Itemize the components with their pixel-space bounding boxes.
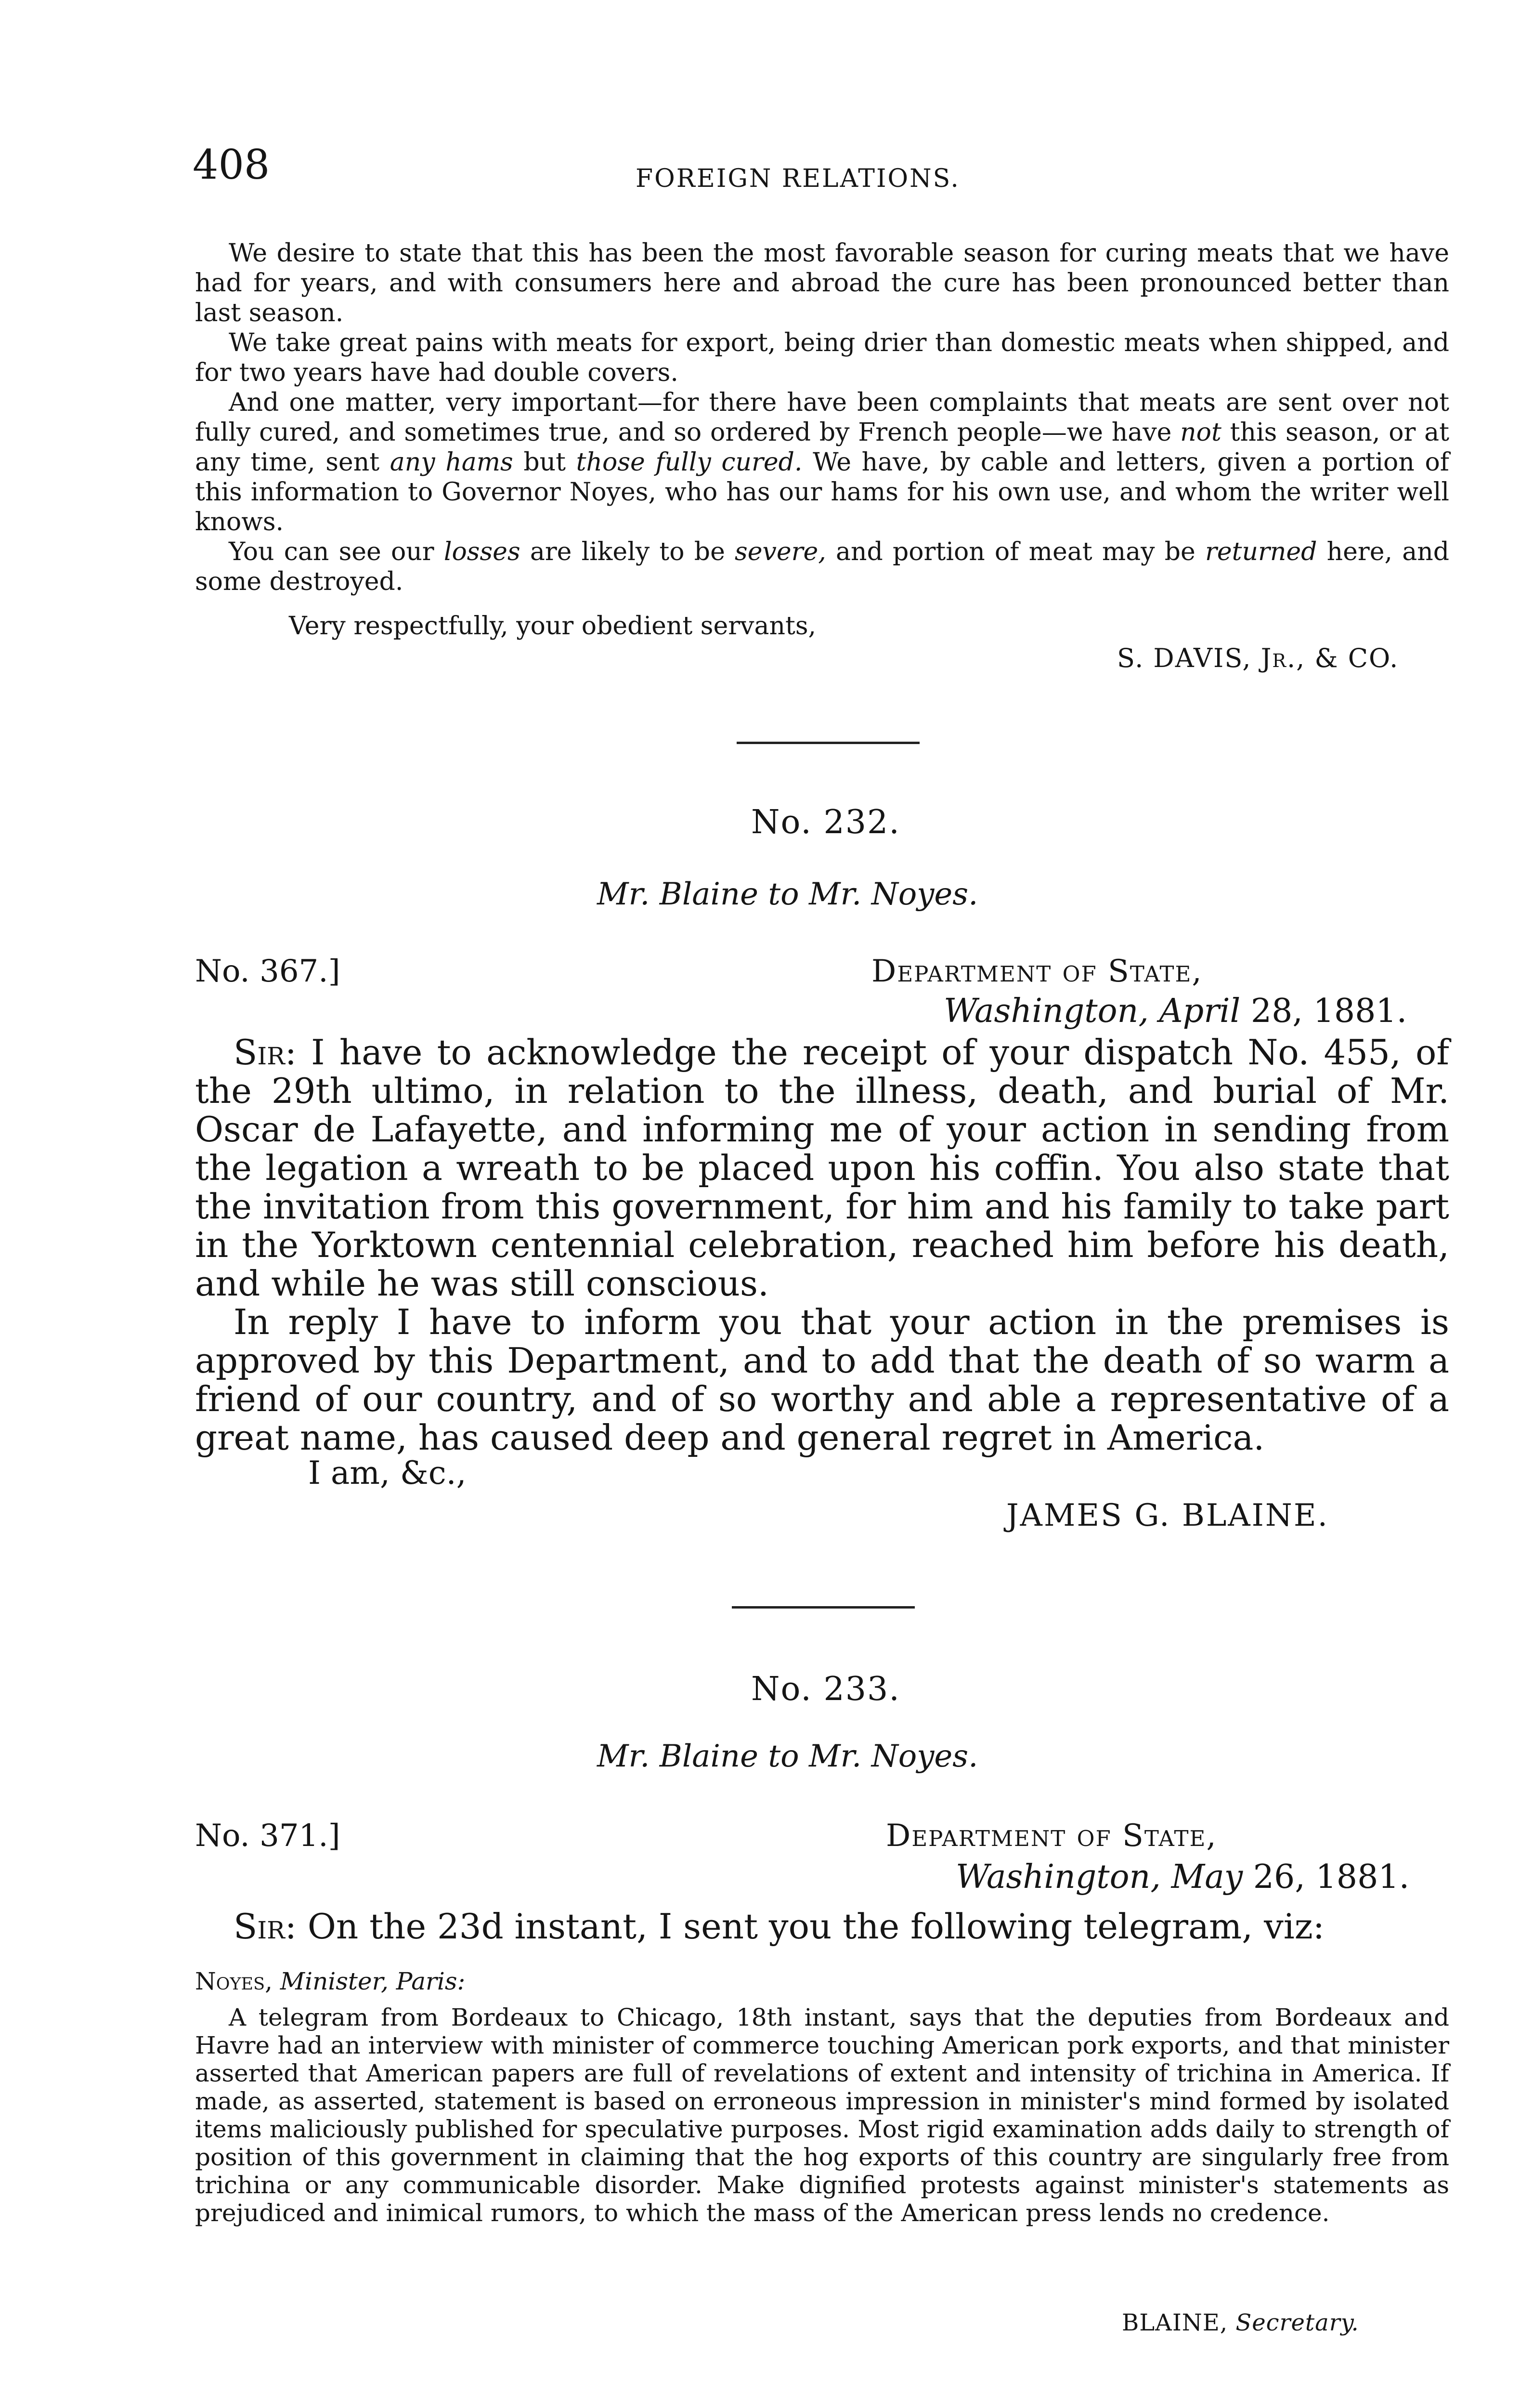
italic-text: those fully cured. <box>576 448 803 477</box>
italic-text: any hams <box>390 448 513 477</box>
dateline-date: 28, 1881. <box>1240 992 1407 1030</box>
signature-text: , & CO. <box>1296 643 1399 673</box>
running-head: FOREIGN RELATIONS. <box>636 164 960 193</box>
text-run: this season, or at any time, sent <box>195 418 1449 477</box>
section-divider <box>732 1606 915 1609</box>
text-run: but <box>513 448 576 477</box>
text-run: and portion of meat may be <box>826 537 1205 566</box>
paragraph: A telegram from Bordeaux to Chicago, 18th instant, says that the deputies from Bordeaux and Havre had an interview with minister of commerce touching American pork exports, and that minister asserted that American papers are full of revelations of extent and intensity of trichina in America. If made, as asserted, statement is based on erroneous impression in minister's mind formed by isolated items maliciously published for speculative purposes. Most rigid examination adds daily to strength of position of this government in claiming that the hog exports of this country are singularly free from trichina or any communicable disorder. Make dignified protests against minister's statements as prejudiced and inimical rumors, to which the mass of the American press lends no credence. <box>195 2003 1449 2227</box>
dispatch-number: No. 367.] <box>195 954 340 989</box>
document-title: Mr. Blaine to Mr. Noyes. <box>597 877 978 912</box>
dateline-place: Washington, April <box>944 992 1241 1030</box>
letter-body <box>195 1907 1449 1946</box>
signature-name: BLAINE, <box>1122 2309 1228 2336</box>
letter-closing: I am, &c., <box>308 1454 467 1492</box>
text-run: You can see our <box>229 537 444 566</box>
document-title: Mr. Blaine to Mr. Noyes. <box>597 1739 978 1774</box>
text-run: We have, by cable and letters, given a portion of this information to Governor Noyes, who has our hams for his own use, and whom the writer well knows. <box>195 448 1449 537</box>
telegram-addressee <box>195 1967 465 1995</box>
dateline <box>944 992 1407 1030</box>
paragraph <box>195 1033 1449 1303</box>
dateline <box>956 1858 1409 1896</box>
paragraph: In reply I have to inform you that your action in the premises is approved by this Department, and to add that the death of so warm a friend of our country, and of so worthy and able a representative of a great name, has caused deep and general regret in America. <box>195 1302 1449 1458</box>
telegram-signature <box>1122 2309 1359 2336</box>
text-run: : I have to acknowledge the receipt of your dispatch No. 455, of the 29th ultimo, in relation to the illness, death, and burial of Mr. Oscar de Lafayette, and informing me of your action in sending from the legation a wreath to be placed upon his coffin. You also state that the invitation from this government, for him and his family to take part in the Yorktown centennial celebration, reached him before his death, and while he was still conscious. <box>195 1032 1449 1304</box>
paragraph: We take great pains with meats for export, being drier than domestic meats when shipped, and for two years have had double covers. <box>195 328 1449 387</box>
paragraph <box>195 388 1449 537</box>
addressee-role: Minister, Paris: <box>272 1967 466 1995</box>
signature-text: S. DAVIS, J <box>1117 643 1273 673</box>
page-number: 408 <box>193 141 270 188</box>
dateline-place: Washington, May <box>956 1858 1243 1896</box>
text-run: : On the 23d instant, I sent you the following telegram, viz: <box>285 1906 1325 1947</box>
signature-text: r. <box>1272 643 1297 673</box>
letter-closing: Very respectfully, your obedient servants, <box>289 612 817 641</box>
text-run: here, and some destroyed. <box>195 537 1449 596</box>
letter-signature: JAMES G. BLAINE. <box>1006 1498 1329 1533</box>
paragraph <box>195 1907 1449 1946</box>
continued-letter <box>195 238 1449 597</box>
italic-text: not <box>1180 418 1221 447</box>
dateline-date: 26, 1881. <box>1243 1858 1410 1896</box>
dispatch-number: No. 371.] <box>195 1818 340 1854</box>
letter-signature <box>1117 643 1399 673</box>
department-heading: Department of State, <box>886 1818 1217 1854</box>
italic-text: severe, <box>735 537 826 566</box>
telegram-body <box>195 2003 1449 2227</box>
letter-body <box>195 1033 1449 1457</box>
document-number: No. 232. <box>751 803 900 841</box>
text-run: are likely to be <box>520 537 735 566</box>
section-divider <box>737 742 920 744</box>
salutation: Sir <box>234 1906 285 1947</box>
signature-role: Secretary. <box>1228 2309 1359 2336</box>
salutation: Sir <box>234 1032 285 1073</box>
addressee-name: Noyes, <box>195 1967 273 1995</box>
italic-text: losses <box>443 537 520 566</box>
paragraph <box>195 537 1449 597</box>
document-number: No. 233. <box>751 1670 900 1708</box>
department-heading: Department of State, <box>871 954 1203 989</box>
italic-text: returned <box>1205 537 1317 566</box>
text-run: And one matter, very important—for there have been complaints that meats are sent over not fully cured, and sometimes true, and so ordered by French people—we have <box>195 388 1449 447</box>
paragraph: We desire to state that this has been the most favorable season for curing meats that we have had for years, and with consumers here and abroad the cure has been pronounced better than last season. <box>195 239 1449 327</box>
